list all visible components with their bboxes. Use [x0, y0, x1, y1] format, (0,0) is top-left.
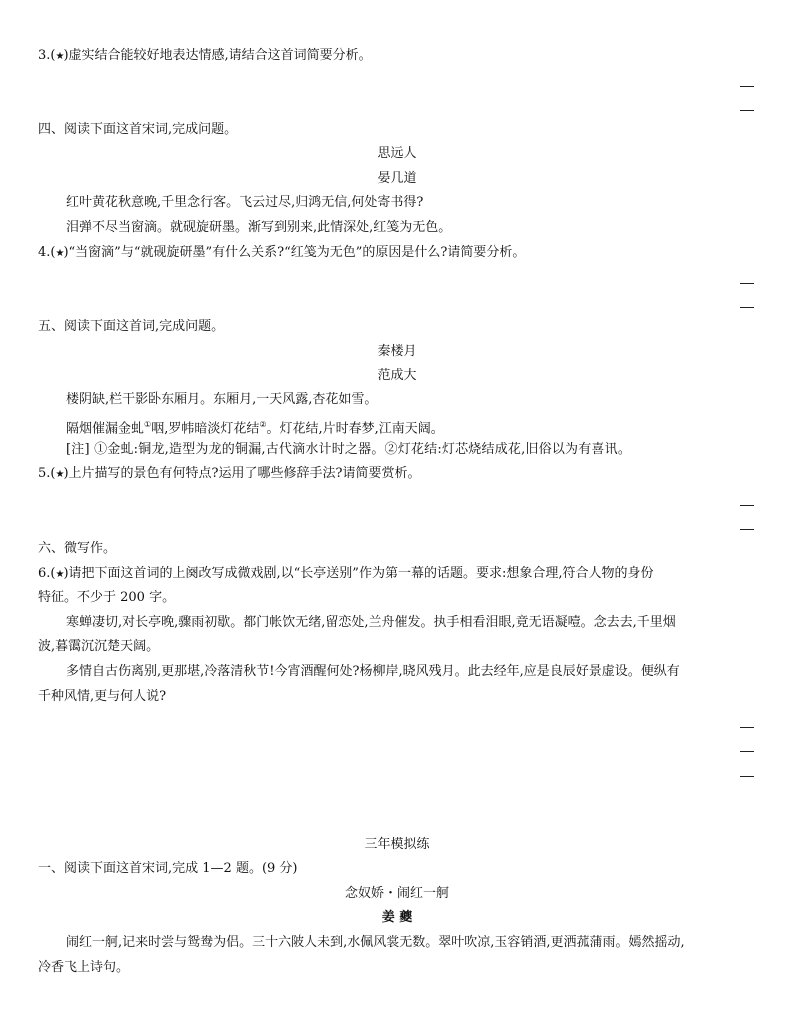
poem-line: 闹红一舸,记来时尝与鸳鸯为侣。三十六陂人未到,水佩风裳无数。翠叶吹凉,玉容销酒,更洒菰蒲雨。嫣然摇动, — [66, 935, 685, 950]
poem-title: 念奴娇・闹红一舸 — [344, 886, 449, 901]
question-text: 请把下面这首词的上阕改写成微戏剧,以“长亭送别”作为第一幕的话题。要求:想象合理,符合人物的身份 — [68, 566, 654, 581]
answer-line[interactable] — [740, 751, 754, 752]
question-text: “当窗滴”与“就砚旋研墨”有什么关系?“红笺为无色”的原因是什么?请简要分析。 — [68, 245, 526, 260]
practice-heading: 一、阅读下面这首宋词,完成 1—2 题。(9 分) — [38, 861, 298, 876]
question-4: 4.(★)“当窗滴”与“就砚旋研墨”有什么关系?“红笺为无色”的原因是什么?请简要分析。 — [38, 245, 526, 260]
answer-line[interactable] — [740, 505, 754, 506]
question-5: 5.(★)上片描写的景色有何特点?运用了哪些修辞手法?请简要赏析。 — [38, 466, 421, 481]
footnote-marker: ① — [144, 420, 152, 429]
poem-author: 姜 夔 — [381, 910, 413, 925]
poem-line: 寒蝉凄切,对长亭晚,骤雨初歇。都门帐饮无绪,留恋处,兰舟催发。执手相看泪眼,竟无语凝噎。念去去,千里烟 — [66, 615, 676, 630]
poem-title: 思远人 — [377, 146, 417, 161]
question-number: 3. — [38, 48, 51, 63]
difficulty-star-icon: ★ — [55, 469, 64, 480]
poem-title: 秦楼月 — [377, 344, 417, 359]
answer-line[interactable] — [740, 110, 754, 111]
section-5-heading: 五、阅读下面这首词,完成问题。 — [38, 319, 225, 334]
answer-line[interactable] — [740, 776, 754, 777]
answer-line[interactable] — [740, 727, 754, 728]
poem-line: 红叶黄花秋意晚,千里念行客。飞云过尽,归鸿无信,何处寄书得? — [66, 195, 424, 210]
question-number: 4. — [38, 245, 51, 260]
footnote-marker: ② — [259, 420, 267, 429]
poem-author: 晏几道 — [377, 171, 417, 186]
question-text: 虚实结合能较好地表达情感,请结合这首词简要分析。 — [68, 48, 372, 63]
poem-author: 范成大 — [377, 368, 417, 383]
difficulty-star-icon: ★ — [55, 569, 64, 580]
answer-line[interactable] — [740, 283, 754, 284]
difficulty-star-icon: ★ — [55, 51, 64, 62]
question-number: 5. — [38, 466, 51, 481]
question-3: 3.(★)虚实结合能较好地表达情感,请结合这首词简要分析。 — [38, 48, 372, 63]
question-6: 6.(★)请把下面这首词的上阕改写成微戏剧,以“长亭送别”作为第一幕的话题。要求:想象合理,符合人物的身份 — [38, 566, 654, 581]
question-number: 6. — [38, 566, 51, 581]
question-text: 上片描写的景色有何特点?运用了哪些修辞手法?请简要赏析。 — [68, 466, 421, 481]
practice-section-title: 三年模拟练 — [364, 837, 430, 852]
section-6-heading: 六、微写作。 — [38, 541, 117, 556]
poem-line: 楼阴缺,栏干影卧东厢月。东厢月,一天风露,杏花如雪。 — [66, 392, 378, 407]
section-4-heading: 四、阅读下面这首宋词,完成问题。 — [38, 122, 238, 137]
poem-line: 泪弹不尽当窗滴。就砚旋研墨。渐写到别来,此情深处,红笺为无色。 — [66, 220, 452, 235]
poem-line: 多情自古伤离别,更那堪,冷落清秋节!今宵酒醒何处?杨柳岸,晓风残月。此去经年,应是良辰好景虚设。便纵有 — [66, 664, 680, 679]
answer-line[interactable] — [740, 86, 754, 87]
difficulty-star-icon: ★ — [55, 248, 64, 259]
poem-line: 波,暮霭沉沉楚天阔。 — [38, 639, 160, 654]
question-text-continued: 特征。不少于 200 字。 — [38, 590, 176, 605]
poem-line: 冷香飞上诗句。 — [38, 960, 130, 975]
footnote: [注] ①金虬:铜龙,造型为龙的铜漏,古代滴水计时之器。②灯花结:灯芯烧结成花,旧俗以为有喜讯。 — [66, 442, 632, 457]
answer-line[interactable] — [740, 307, 754, 308]
answer-line[interactable] — [740, 529, 754, 530]
poem-line: 隔烟催漏金虬①咽,罗帏暗淡灯花结②。灯花结,片时春梦,江南天阔。 — [66, 420, 444, 437]
poem-line: 千种风情,更与何人说? — [38, 689, 167, 704]
